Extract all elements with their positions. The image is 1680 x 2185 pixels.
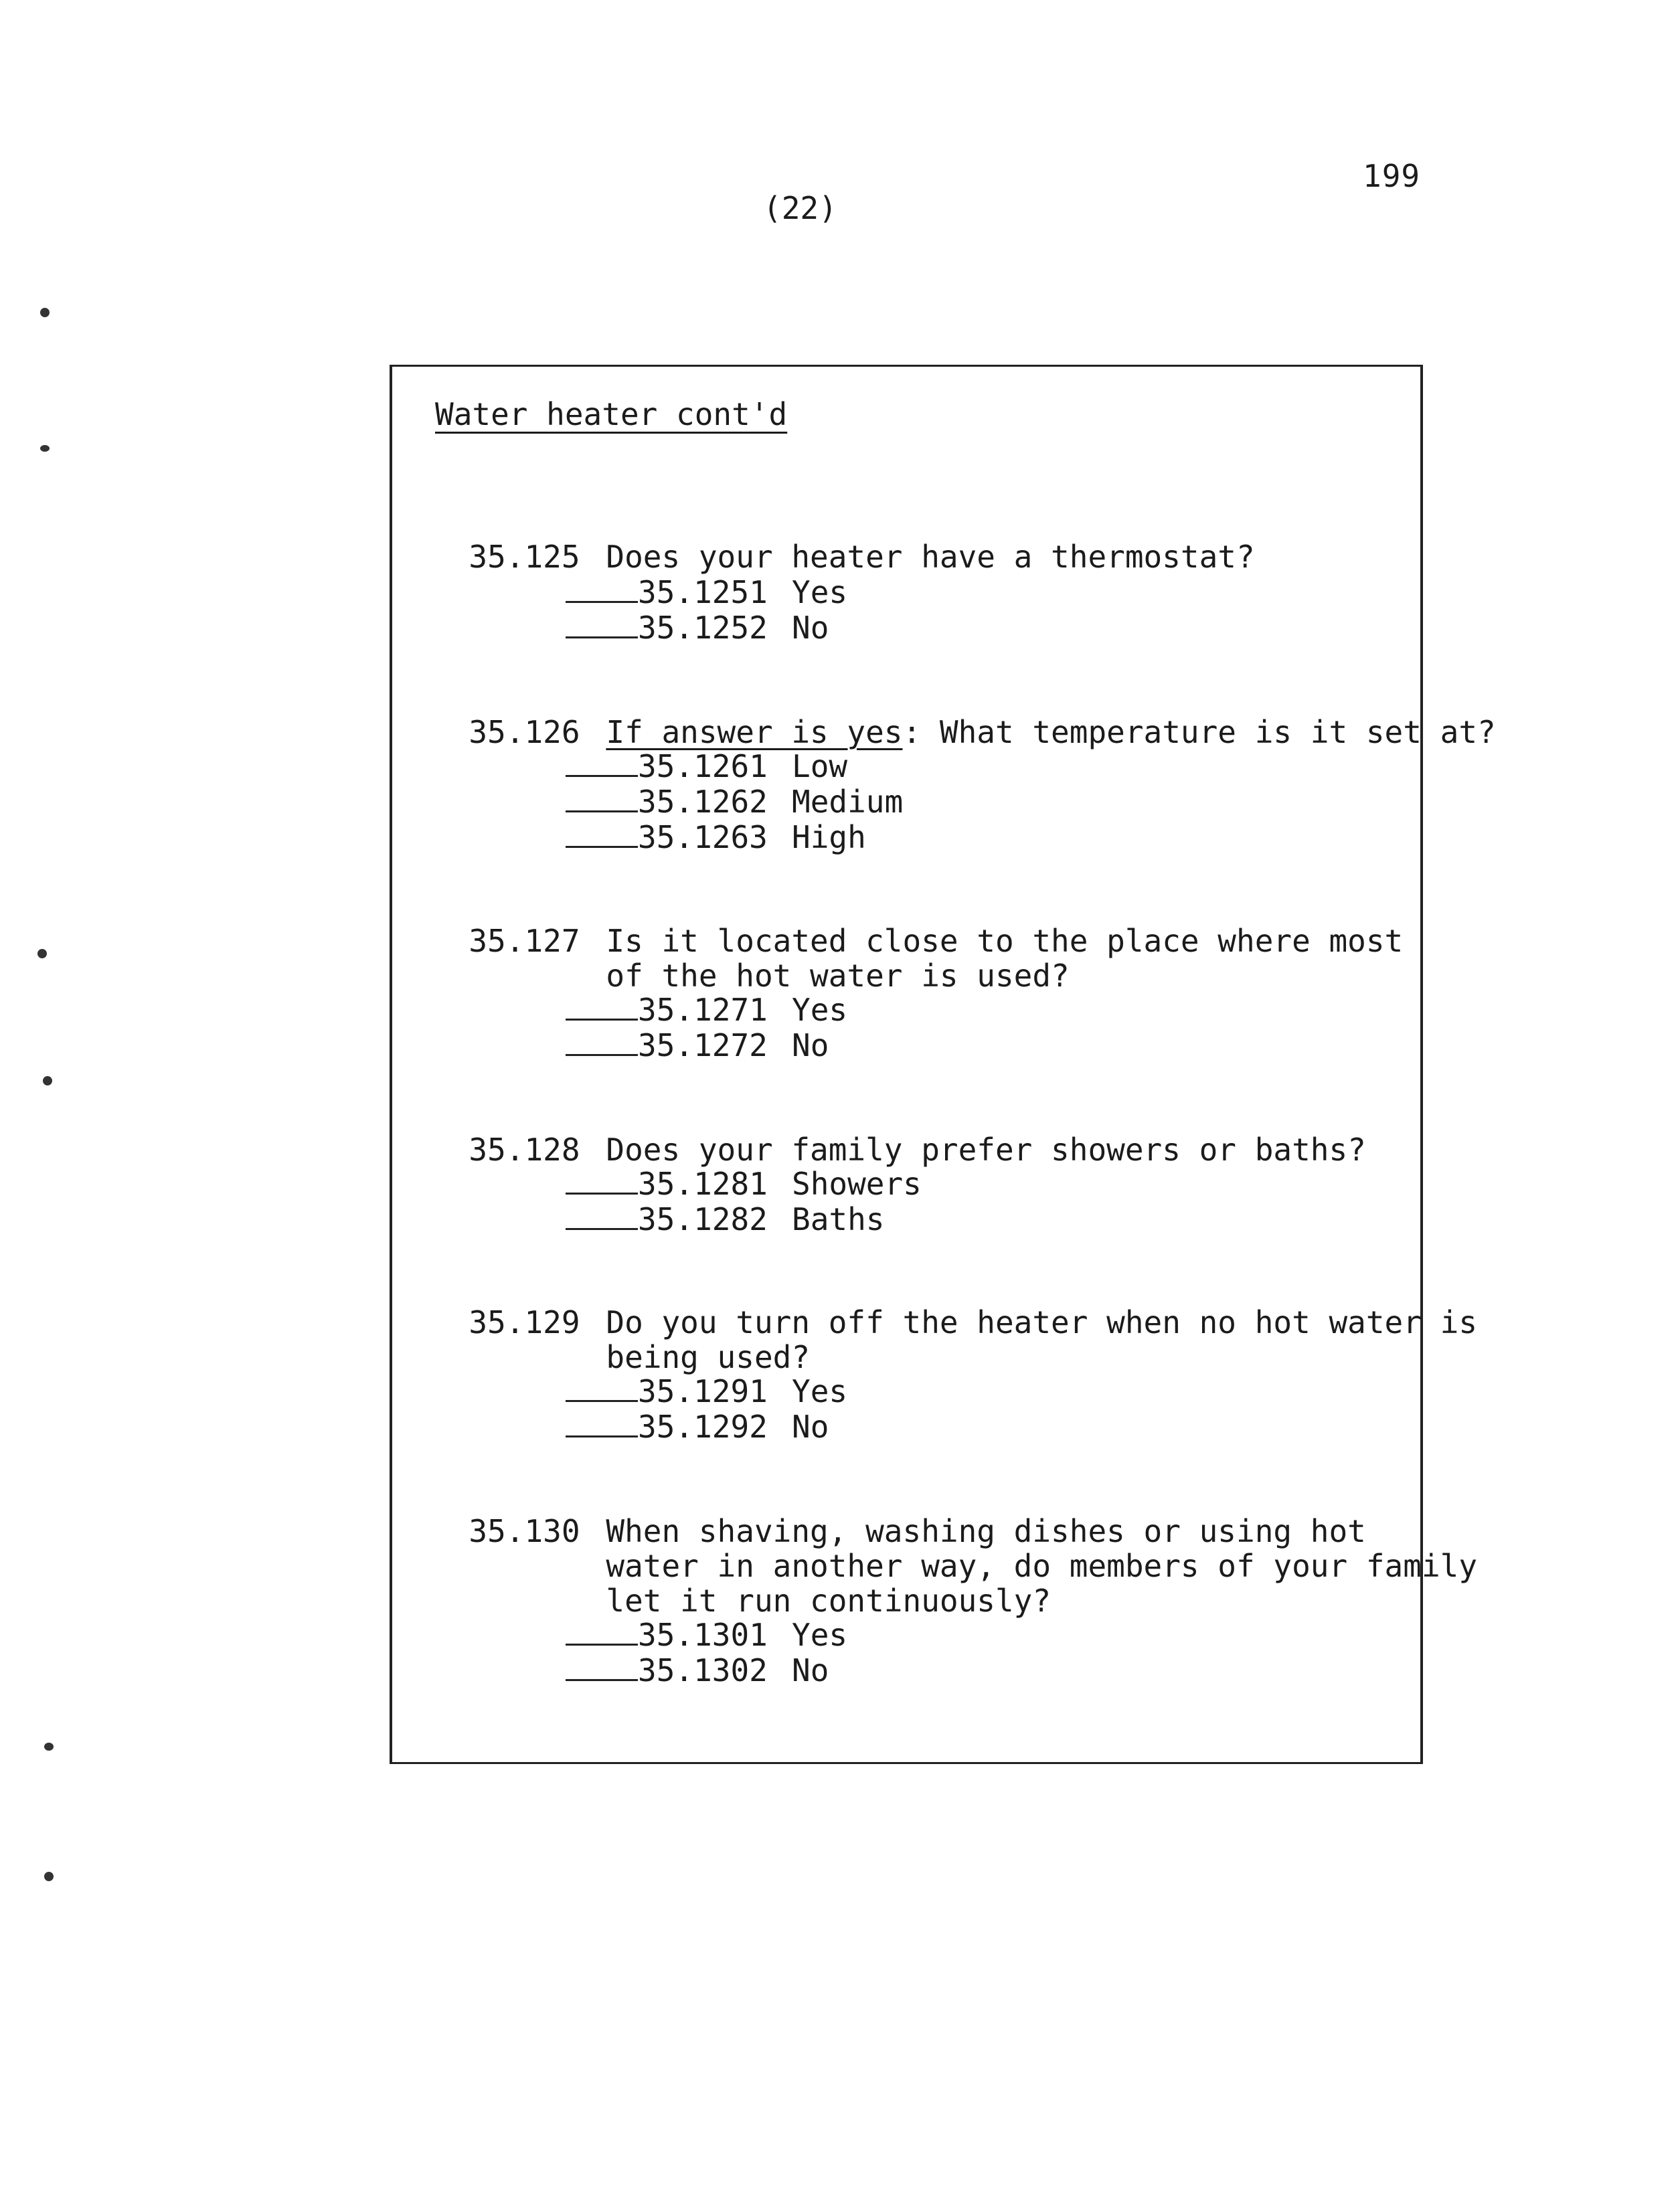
- options-35-127: [566, 992, 847, 1063]
- option-code: 35.1272: [638, 1027, 768, 1063]
- answer-blank[interactable]: [566, 1201, 638, 1230]
- answer-blank[interactable]: [566, 748, 638, 777]
- question-text: Does your heater have a thermostat?: [606, 539, 1255, 575]
- options-35-125: [566, 574, 847, 645]
- question-condition: If answer is yes: [606, 714, 903, 750]
- option-row: [566, 992, 847, 1027]
- option-label: No: [792, 1652, 829, 1688]
- question-35-125: [432, 505, 1255, 574]
- page-number: 199: [1363, 158, 1421, 194]
- option-row: [566, 574, 847, 610]
- option-row: [566, 1166, 922, 1201]
- option-label: Yes: [792, 574, 848, 610]
- answer-blank[interactable]: [566, 1617, 638, 1646]
- option-code: 35.1282: [638, 1201, 768, 1237]
- answer-blank[interactable]: [566, 610, 638, 638]
- question-number: 35.125: [469, 539, 580, 575]
- option-row: [566, 748, 903, 784]
- question-35-129: [432, 1270, 1477, 1375]
- option-row: [566, 1652, 847, 1688]
- option-code: 35.1271: [638, 992, 768, 1028]
- option-row: [566, 1027, 847, 1063]
- option-label: Yes: [792, 1373, 848, 1409]
- option-label: No: [792, 610, 829, 646]
- scan-mark: [44, 1872, 54, 1881]
- answer-blank[interactable]: [566, 1373, 638, 1402]
- option-label: Showers: [792, 1166, 922, 1202]
- scan-mark: [37, 949, 47, 958]
- answer-blank[interactable]: [566, 1652, 638, 1681]
- option-label: Low: [792, 748, 848, 784]
- option-label: Medium: [792, 784, 904, 820]
- answer-blank[interactable]: [566, 992, 638, 1021]
- options-35-129: [566, 1373, 847, 1444]
- option-code: 35.1301: [638, 1617, 768, 1653]
- option-label: No: [792, 1027, 829, 1063]
- option-code: 35.1281: [638, 1166, 768, 1202]
- page-sub-number: (22): [763, 190, 837, 226]
- option-code: 35.1291: [638, 1373, 768, 1409]
- question-text-line: When shaving, washing dishes or using hot: [606, 1513, 1366, 1549]
- option-row: [566, 819, 903, 855]
- option-code: 35.1263: [638, 819, 768, 855]
- answer-blank[interactable]: [566, 1027, 638, 1056]
- question-number: 35.130: [469, 1513, 580, 1549]
- question-text: Does your family prefer showers or baths?: [606, 1132, 1366, 1168]
- scan-mark: [43, 1076, 52, 1085]
- option-label: Baths: [792, 1201, 885, 1237]
- question-number: 35.126: [469, 714, 580, 750]
- answer-blank[interactable]: [566, 1166, 638, 1195]
- options-35-126: [566, 748, 903, 855]
- question-text: : What temperature is it set at?: [902, 714, 1496, 750]
- options-35-128: [566, 1166, 922, 1237]
- question-35-126: [432, 680, 1496, 750]
- scan-mark: [40, 308, 50, 317]
- question-text-line: being used?: [606, 1339, 811, 1375]
- question-text-line: Is it located close to the place where most: [606, 923, 1404, 959]
- option-label: No: [792, 1409, 829, 1445]
- question-35-128: [432, 1098, 1366, 1167]
- option-code: 35.1252: [638, 610, 768, 646]
- question-number: 35.128: [469, 1132, 580, 1168]
- option-row: [566, 784, 903, 819]
- scan-mark: [44, 1743, 54, 1751]
- question-text-line: Do you turn off the heater when no hot water is: [606, 1304, 1478, 1340]
- option-code: 35.1261: [638, 748, 768, 784]
- section-title: Water heater cont'd: [435, 396, 788, 432]
- question-text-line: let it run continuously?: [606, 1583, 1052, 1619]
- answer-blank[interactable]: [566, 574, 638, 603]
- question-number: 35.129: [469, 1304, 580, 1340]
- option-code: 35.1302: [638, 1652, 768, 1688]
- option-label: Yes: [792, 1617, 848, 1653]
- option-row: [566, 1617, 847, 1652]
- option-code: 35.1251: [638, 574, 768, 610]
- question-35-127: [432, 889, 1403, 993]
- question-text-line: water in another way, do members of your family: [606, 1548, 1478, 1584]
- question-35-130: [432, 1479, 1477, 1618]
- answer-blank[interactable]: [566, 819, 638, 848]
- answer-blank[interactable]: [566, 1409, 638, 1437]
- option-code: 35.1262: [638, 784, 768, 820]
- option-code: 35.1292: [638, 1409, 768, 1445]
- answer-blank[interactable]: [566, 784, 638, 812]
- option-row: [566, 1409, 847, 1444]
- options-35-130: [566, 1617, 847, 1688]
- option-row: [566, 1373, 847, 1409]
- option-row: [566, 610, 847, 645]
- option-label: High: [792, 819, 866, 855]
- option-row: [566, 1201, 922, 1237]
- option-label: Yes: [792, 992, 848, 1028]
- scan-mark: [40, 445, 50, 452]
- question-text-line: of the hot water is used?: [606, 958, 1070, 994]
- question-number: 35.127: [469, 923, 580, 959]
